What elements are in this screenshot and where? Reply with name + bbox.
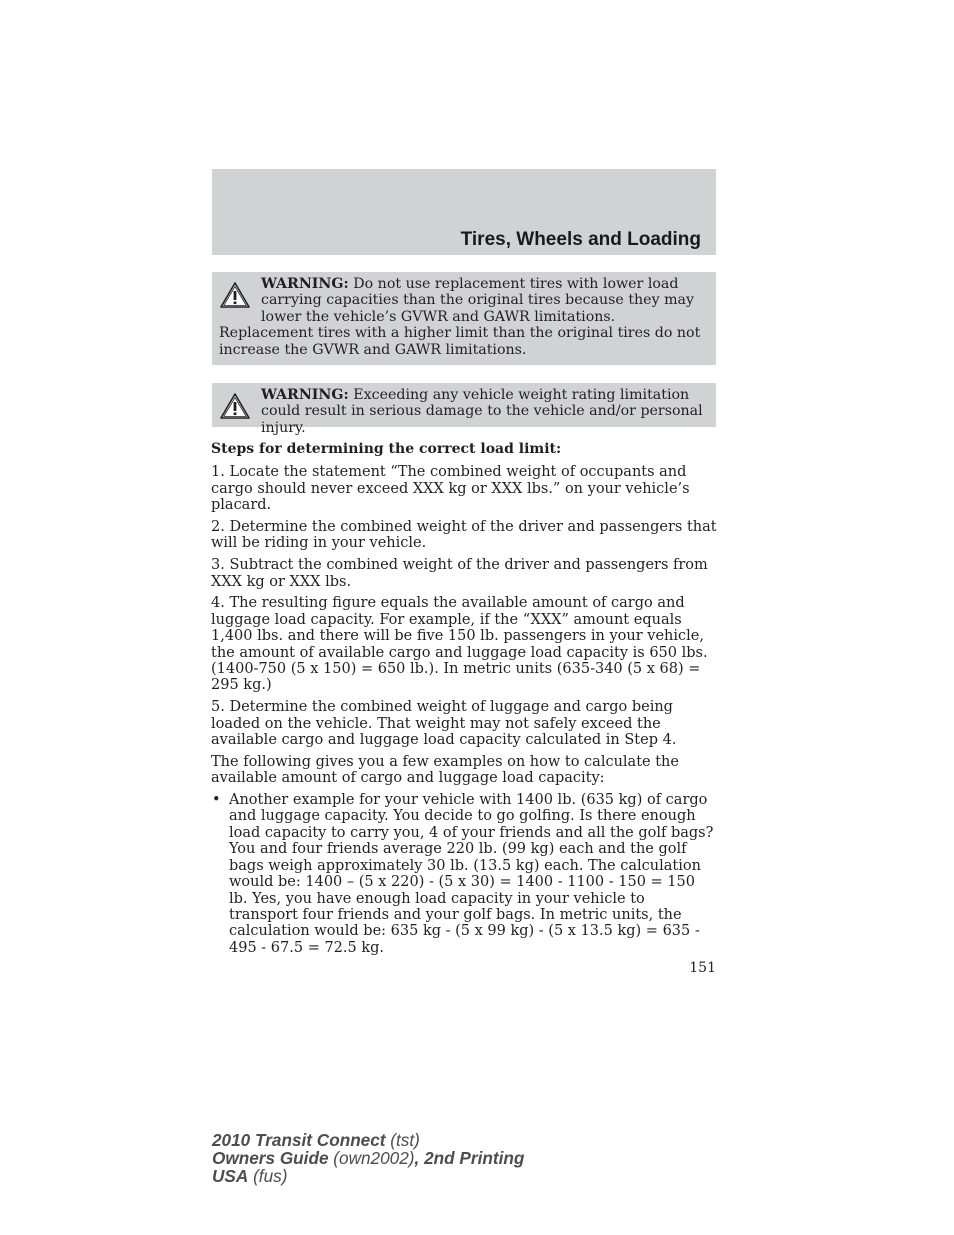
- page-number: 151: [689, 960, 716, 976]
- footer-line-guide: Owners Guide (own2002), 2nd Printing: [212, 1148, 525, 1169]
- main-content: [211, 441, 717, 956]
- warning-label: WARNING:: [261, 387, 349, 403]
- examples-intro: The following gives you a few examples on how to calculate the available amount of cargo and luggage load capacity:: [211, 753, 679, 787]
- step-paragraph: 1. Locate the statement “The combined weight of occupants and cargo should never exceed XXX kg or XXX lbs.” on your vehicle’s placard.: [211, 464, 690, 514]
- warning-label: WARNING:: [261, 276, 349, 292]
- footer-line-model: 2010 Transit Connect (tst): [212, 1130, 420, 1150]
- step-paragraph: 3. Subtract the combined weight of the driver and passengers from XXX kg or XXX lbs.: [211, 557, 708, 590]
- step-paragraph: 2. Determine the combined weight of the driver and passengers that will be riding in your vehicle.: [211, 519, 717, 552]
- warning-text: Do not use replacement tires with lower load carrying capacities than the original tires because they may lower the vehicle’s GVWR and GAWR limitations. Replacement tires with a higher limit than the original tires do not increase the GVWR and GAWR limitations.: [219, 276, 701, 358]
- list-item: [211, 792, 717, 956]
- section-title: Tires, Wheels and Loading: [460, 229, 701, 250]
- bullet-marker: •: [212, 792, 221, 809]
- warning-triangle-icon: [219, 392, 251, 420]
- steps-heading: Steps for determining the correct load limit:: [211, 441, 562, 457]
- warning-box-replacement-tires: [212, 272, 716, 365]
- footer-line-market: USA (fus): [212, 1166, 288, 1187]
- list-item-text: Another example for your vehicle with 1400 lb. (635 kg) of cargo and luggage capacity. You decide to go golfing. Is there enough load capacity to carry you, 4 of your friends and all the golf bags? You and four friends average 220 lb. (99 kg) each and the golf bags weigh approximately 30 lb. (13.5 kg) each. The calculation would be: 1400 – (5 x 220) - (5 x 30) = 1400 - 1100 - 150 = 150 lb. Yes, you have enough load capacity in your vehicle to transport four friends and your golf bags. In metric units, the calculation would be: 635 kg - (5 x 99 kg) - (5 x 13.5 kg) = 635 - 495 - 67.5 = 72.5 kg.: [229, 792, 714, 956]
- document-footer: [212, 1131, 524, 1186]
- examples-list: [211, 792, 717, 956]
- step-paragraph: 4. The resulting figure equals the available amount of cargo and luggage load capacity. For example, if the “XXX” amount equals 1,400 lbs. and there will be five 150 lb. passengers in your vehicle, the amount of available cargo and luggage load capacity is 650 lbs. (1400-750 (5 x 150) = 650 lb.). In metric units (635-340 (5 x 68) = 295 kg.): [211, 595, 708, 694]
- warning-text: Exceeding any vehicle weight rating limitation could result in serious damage to the vehicle and/or personal injury.: [261, 387, 703, 436]
- step-paragraph: 5. Determine the combined weight of luggage and cargo being loaded on the vehicle. That weight may not safely exceed the available cargo and luggage load capacity calculated in Step 4.: [211, 699, 677, 749]
- section-header-band: [212, 169, 716, 255]
- warning-triangle-icon: [219, 281, 251, 309]
- warning-box-weight-rating: [212, 383, 716, 436]
